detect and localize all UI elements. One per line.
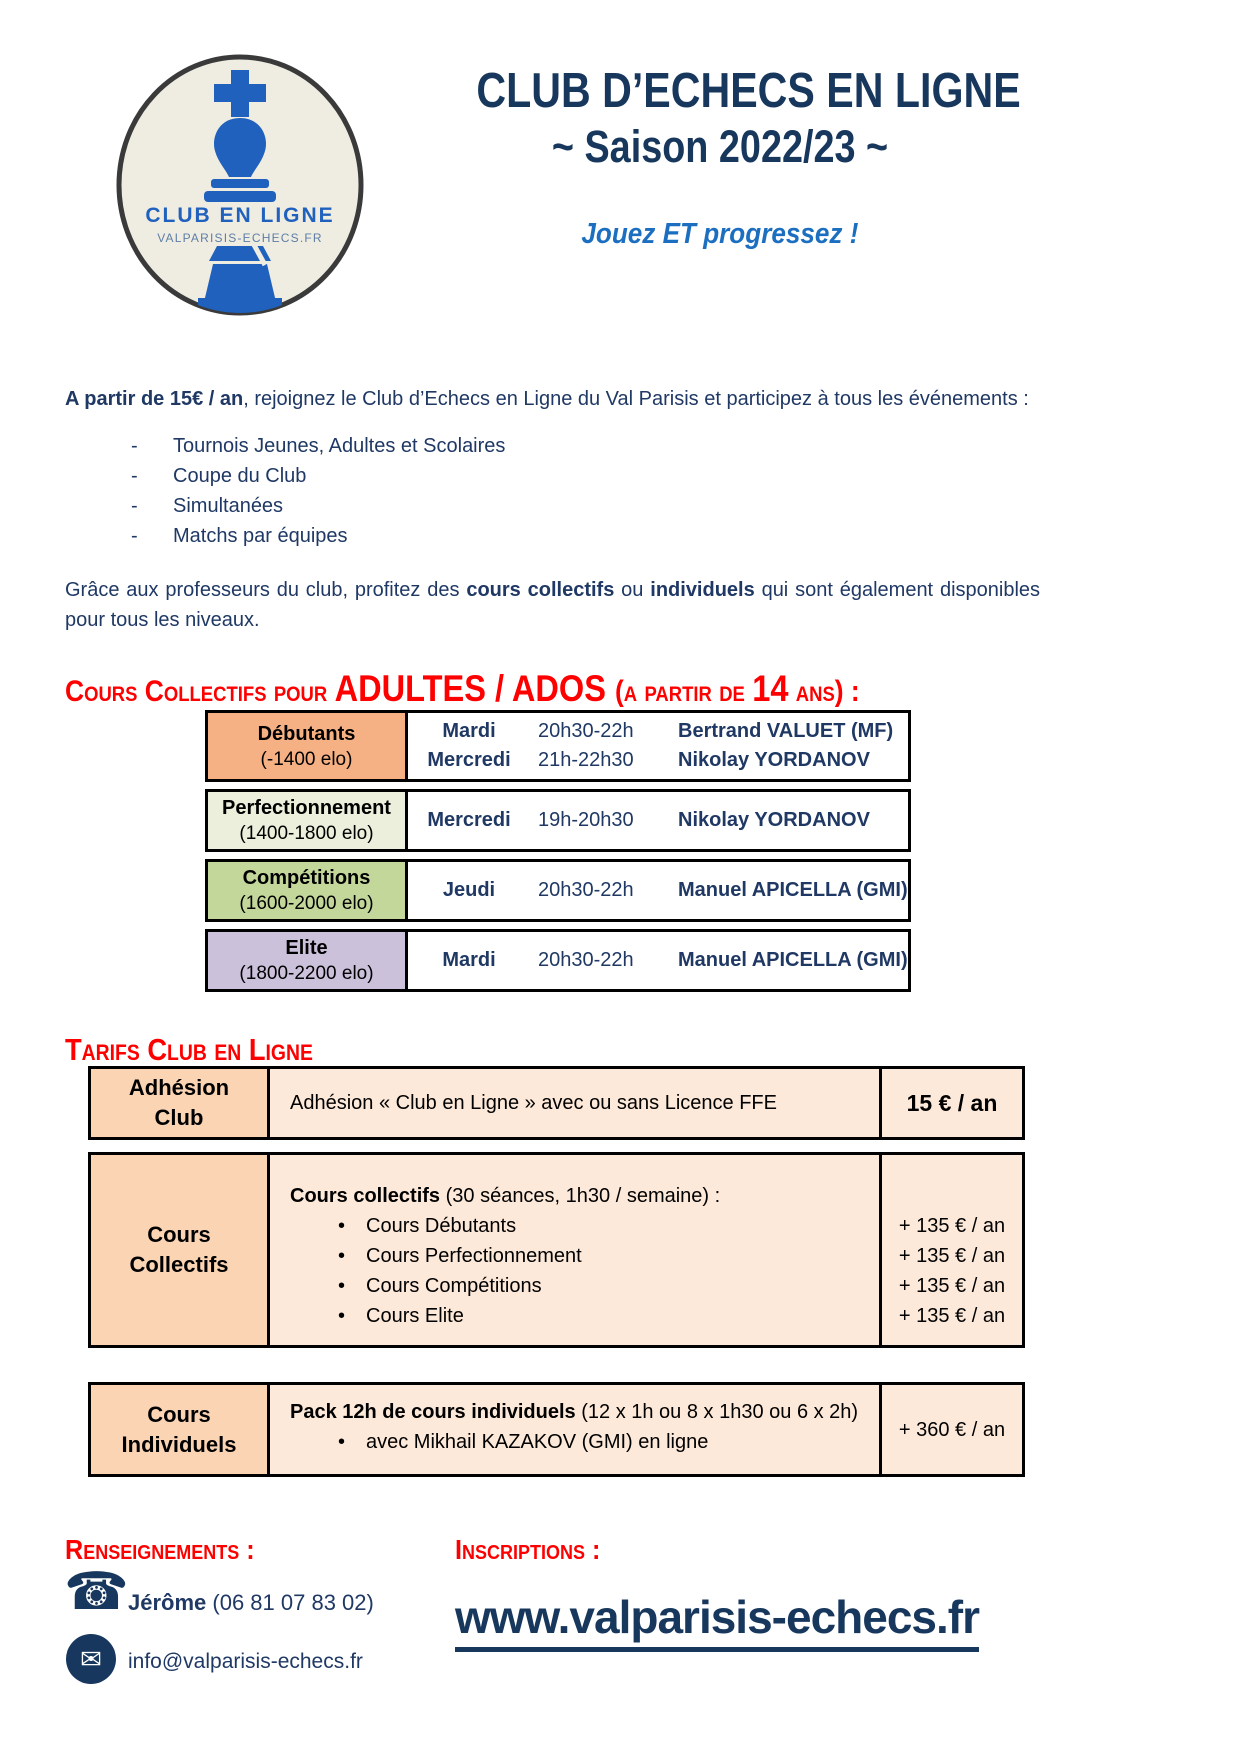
level-cell: Débutants (-1400 elo) — [208, 713, 408, 779]
table-row-perfectionnement — [205, 789, 911, 852]
schedule-cell — [408, 862, 908, 919]
time: 20h30-22h — [538, 949, 634, 971]
website-link[interactable]: www.valparisis-echecs.fr — [455, 1590, 979, 1652]
teacher: Manuel APICELLA (GMI) — [678, 949, 908, 971]
bullet-marker: • — [338, 1431, 346, 1453]
list-item: - Matchs par équipes — [65, 521, 1040, 551]
tariff-description: Cours collectifs (30 séances, 1h30 / semaine) : • Cours Débutants • Cours Perfectionnement • Cours Compétitions • Cours Elite — [270, 1155, 882, 1345]
tariff-row-cours-individuels — [88, 1382, 1025, 1477]
bullet-marker: • — [338, 1215, 346, 1237]
title-line2: ~ Saison 2022/23 ~ — [551, 121, 889, 172]
title-line1: CLUB D’ECHECS EN LIGNE — [476, 64, 1021, 118]
tariff-label: Cours Collectifs — [91, 1155, 270, 1345]
day: Mercredi — [427, 809, 511, 831]
phone-contact: Jérôme (06 81 07 83 02) — [128, 1590, 374, 1615]
bullet-marker: • — [338, 1245, 346, 1267]
time: 19h-20h30 — [538, 809, 634, 831]
dash-marker: - — [131, 525, 138, 547]
bullet-marker: • — [338, 1305, 346, 1327]
tariffs-heading: Tarifs Club en Ligne — [65, 1032, 313, 1067]
phone-icon: ☎ — [64, 1563, 129, 1621]
tariff-label: Cours Individuels — [91, 1385, 270, 1474]
intro-section — [65, 384, 1040, 655]
day: Mercredi — [427, 749, 511, 771]
courses-paragraph: Grâce aux professeurs du club, profitez des cours collectifs ou individuels qui sont également disponibles pour tous les niveaux. — [65, 579, 1041, 631]
time: 20h30-22h — [538, 720, 634, 742]
time: 21h-22h30 — [538, 749, 634, 771]
lead-rest: , rejoignez le Club d’Echecs en Ligne du Val Parisis et participez à tous les événements : — [243, 388, 1029, 410]
list-item: • Cours Elite — [290, 1301, 863, 1331]
email-address: info@valparisis-echecs.fr — [128, 1650, 363, 1673]
club-logo — [112, 50, 368, 320]
list-item: - Coupe du Club — [65, 461, 1040, 491]
tariff-description: Adhésion « Club en Ligne » avec ou sans Licence FFE — [270, 1069, 882, 1137]
teacher: Bertrand VALUET (MF) — [678, 720, 894, 742]
tariff-label: Adhésion Club — [91, 1069, 270, 1137]
tariff-price: + 135 € / an + 135 € / an + 135 € / an + 135 € / an — [882, 1155, 1022, 1345]
tariff-row-cours-collectifs — [88, 1152, 1025, 1348]
level-cell: Elite (1800-2200 elo) — [208, 932, 408, 989]
list-item: - Tournois Jeunes, Adultes et Scolaires — [65, 431, 1040, 461]
lead-paragraph — [65, 384, 1040, 414]
event-list — [65, 431, 1040, 551]
courses-heading: Cours Collectifs pour ADULTES / ADOS (a partir de 14 ans) : — [65, 668, 860, 709]
bullet-marker: • — [338, 1275, 346, 1297]
dash-marker: - — [131, 495, 138, 517]
dash-marker: - — [131, 465, 138, 487]
tariff-row-adhesion — [88, 1066, 1025, 1140]
tagline: Jouez ET progressez ! — [581, 218, 859, 250]
tariff-price: + 360 € / an — [882, 1385, 1022, 1474]
schedule-cell — [408, 932, 908, 989]
table-row-elite — [205, 929, 911, 992]
level-cell: Compétitions (1600-2000 elo) — [208, 862, 408, 919]
day: Mardi — [442, 720, 496, 742]
list-item: - Simultanées — [65, 491, 1040, 521]
day: Jeudi — [442, 879, 496, 901]
teacher: Manuel APICELLA (GMI) — [678, 879, 908, 901]
tariff-price: 15 € / an — [882, 1069, 1022, 1137]
day: Mardi — [442, 949, 496, 971]
dash-marker: - — [131, 435, 138, 457]
list-item: • Cours Débutants — [290, 1211, 863, 1241]
teacher: Nikolay YORDANOV — [678, 809, 870, 831]
schedule-cell — [408, 792, 908, 849]
lead-bold: A partir de 15€ / an — [65, 388, 244, 410]
table-row-competitions — [205, 859, 911, 922]
teacher: Nikolay YORDANOV — [678, 749, 870, 771]
list-item: • Cours Compétitions — [290, 1271, 863, 1301]
schedule-cell — [408, 713, 908, 779]
document-title — [430, 62, 1021, 174]
renseignements-heading: Renseignements : — [65, 1534, 255, 1565]
inscriptions-heading: Inscriptions : — [455, 1534, 601, 1565]
list-item: • Cours Perfectionnement — [290, 1241, 863, 1271]
logo-site-name: VALPARISIS-ECHECS.FR — [157, 231, 323, 245]
time: 20h30-22h — [538, 879, 634, 901]
table-row-debutants — [205, 710, 911, 782]
list-item: • avec Mikhail KAZAKOV (GMI) en ligne — [290, 1427, 863, 1457]
email-icon: ✉ — [66, 1634, 116, 1684]
courses-table — [205, 710, 911, 999]
tariff-description: Pack 12h de cours individuels (12 x 1h ou 8 x 1h30 ou 6 x 2h) • avec Mikhail KAZAKOV (GMI) en ligne — [270, 1385, 882, 1474]
level-cell: Perfectionnement (1400-1800 elo) — [208, 792, 408, 849]
logo-club-name: CLUB EN LIGNE — [145, 204, 335, 227]
